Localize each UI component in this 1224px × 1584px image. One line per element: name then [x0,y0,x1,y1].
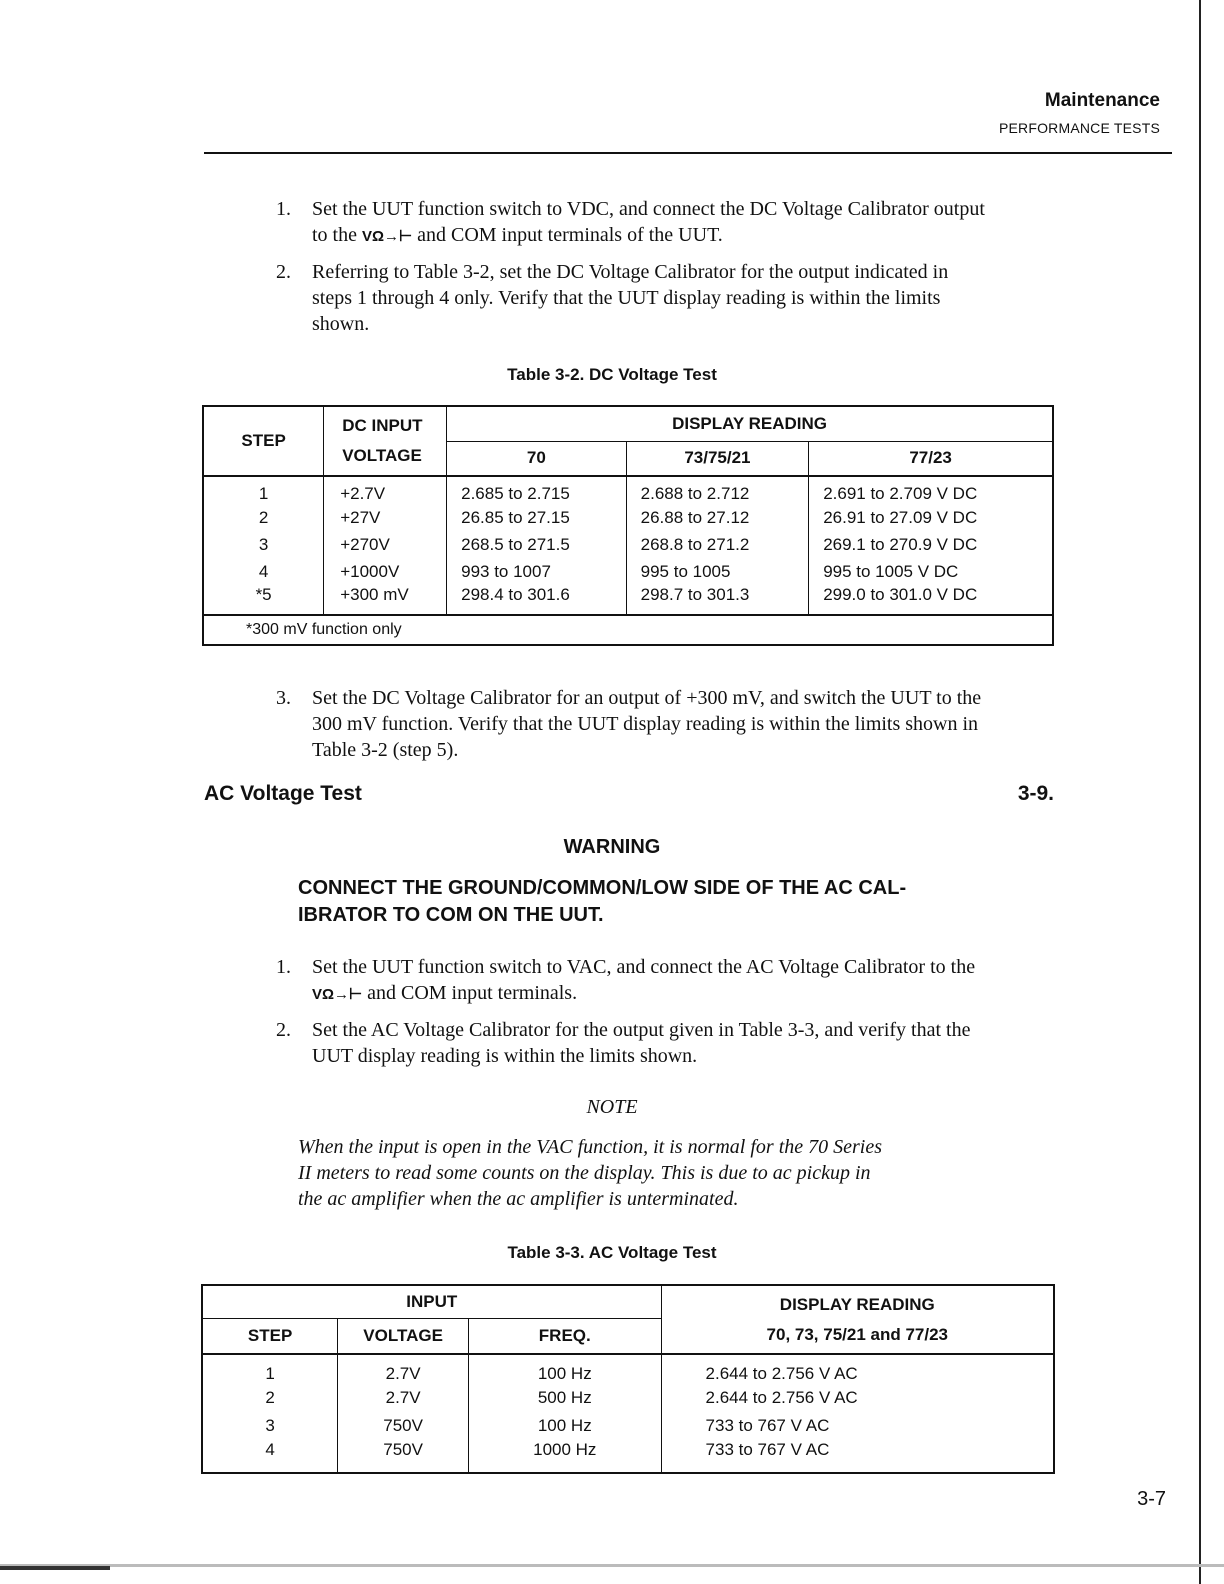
cell-reading-70: 298.4 to 301.6 [447,585,627,615]
ac-step-2 [276,1017,1066,1069]
cell-step: 3 [202,1412,338,1440]
step-text-fragment: and COM input terminals. [367,982,578,1004]
header-model-70: 70 [447,441,627,476]
table-row [203,476,1053,504]
cell-reading: 2.644 to 2.756 V AC [705,1364,858,1383]
step-number: 1. [276,198,291,220]
note-text [298,1134,1018,1212]
step-text-line: Referring to Table 3-2, set the DC Voltage Calibrator for the output indicated in [312,261,949,283]
running-header-subsection: PERFORMANCE TESTS [998,120,1160,136]
cell-reading-73: 268.8 to 271.2 [626,531,809,558]
cell-reading: 733 to 767 V AC [705,1416,830,1435]
table-row [203,585,1053,615]
table-row [202,1440,1054,1473]
note-line: the ac amplifier when the ac amplifier is unterminated. [298,1188,739,1210]
table-footnote: *300 mV function only [246,621,402,638]
step-text-line: Set the UUT function switch to VAC, and connect the AC Voltage Calibrator to the [312,956,976,978]
page-edge-line [1199,0,1201,1584]
dc-step-1 [276,196,1066,250]
scan-artifact-line [0,1564,1224,1567]
warning-line: IBRATOR TO COM ON THE UUT. [298,904,604,926]
step-text-line: UUT display reading is within the limits shown. [312,1045,698,1067]
header-model-77: 77/23 [809,441,1053,476]
cell-voltage: 750V [338,1412,469,1440]
dc-step-2 [276,259,1066,337]
table-row [203,504,1053,531]
table-row [203,558,1053,585]
step-number: 1. [276,956,291,978]
cell-reading-77: 2.691 to 2.709 V DC [823,484,978,503]
step-text-line: Set the AC Voltage Calibrator for the output given in Table 3-3, and verify that the [312,1019,971,1041]
terminal-symbol: VΩ→⊢ [312,986,363,1003]
step-text-line: steps 1 through 4 only. Verify that the UUT display reading is within the limits [312,287,941,309]
cell-reading-73: 298.7 to 301.3 [626,585,809,615]
section-number: 3-9. [1017,782,1054,805]
table-row [202,1412,1054,1440]
cell-step: *5 [203,585,324,615]
header-dc-input-line: VOLTAGE [342,446,422,465]
header-input: INPUT [202,1285,661,1318]
header-voltage: VOLTAGE [338,1318,469,1354]
note-title: NOTE [586,1096,638,1118]
header-step: STEP [203,406,324,476]
step-text-line [312,980,1066,1008]
cell-step: 2 [202,1384,338,1412]
step-number: 2. [276,261,291,283]
step-text-line: Set the DC Voltage Calibrator for an output of +300 mV, and switch the UUT to the [312,687,982,709]
header-dc-input-line: DC INPUT [342,416,423,435]
cell-reading: 2.644 to 2.756 V AC [705,1388,858,1407]
step-text-line: shown. [312,313,370,335]
step-text-fragment: and COM input terminals of the UUT. [417,224,723,246]
step-text-fragment: to the [312,224,357,246]
header-frequency: FREQ. [469,1318,662,1354]
cell-reading-73: 26.88 to 27.12 [626,504,809,531]
step-text-line [312,222,1066,250]
cell-step: 1 [203,476,324,504]
section-title: AC Voltage Test [204,782,362,805]
cell-voltage: 2.7V [338,1384,469,1412]
step-number: 2. [276,1019,291,1041]
warning-text [298,875,998,929]
cell-reading-77: 299.0 to 301.0 V DC [809,585,1053,615]
cell-reading: 733 to 767 V AC [705,1440,830,1459]
cell-reading-70: 993 to 1007 [447,558,627,585]
cell-voltage: 2.7V [338,1354,469,1384]
warning-line: CONNECT THE GROUND/COMMON/LOW SIDE OF THE AC CAL- [298,877,907,899]
step-text-line: 300 mV function. Verify that the UUT display reading is within the limits shown in [312,713,979,735]
cell-frequency: 100 Hz [469,1354,662,1384]
cell-step: 2 [203,504,324,531]
header-dc-input [324,406,447,476]
cell-frequency: 500 Hz [469,1384,662,1412]
cell-reading-77: 995 to 1005 V DC [823,561,959,581]
cell-input: +1000V [324,558,447,585]
cell-step: 4 [203,558,324,585]
cell-step: 1 [202,1354,338,1384]
running-header-section: Maintenance [1044,90,1160,111]
cell-input: +27V [324,504,447,531]
header-display-reading [661,1285,1054,1354]
step-text-line: Set the UUT function switch to VDC, and connect the DC Voltage Calibrator output [312,198,985,220]
cell-frequency: 1000 Hz [469,1440,662,1473]
header-rule [204,152,1172,154]
cell-step: 4 [202,1440,338,1473]
ac-step-1 [276,954,1066,1008]
table-3-3 [201,1284,1055,1474]
note-line: When the input is open in the VAC function, it is normal for the 70 Series [298,1136,883,1158]
cell-reading-77: 269.1 to 270.9 V DC [823,534,978,554]
header-step: STEP [202,1318,338,1354]
header-display-reading: DISPLAY READING [447,406,1053,441]
cell-input: +300 mV [324,585,447,615]
header-model-73: 73/75/21 [626,441,809,476]
table-row [202,1354,1054,1384]
cell-reading-73: 2.688 to 2.712 [626,476,809,504]
step-text-line: Table 3-2 (step 5). [312,739,459,761]
dc-step-3 [276,685,1066,763]
cell-reading-77: 26.91 to 27.09 V DC [823,507,978,527]
table-3-2-caption: Table 3-2. DC Voltage Test [507,365,717,384]
cell-frequency: 100 Hz [469,1412,662,1440]
warning-title: WARNING [563,836,661,858]
cell-reading-70: 2.685 to 2.715 [447,476,627,504]
scan-artifact-mark [0,1566,110,1570]
header-display-line: DISPLAY READING [779,1294,935,1314]
cell-voltage: 750V [338,1440,469,1473]
cell-input: +2.7V [324,476,447,504]
table-3-2 [202,405,1054,646]
table-3-3-caption: Table 3-3. AC Voltage Test [507,1243,717,1262]
cell-step: 3 [203,531,324,558]
header-display-line: 70, 73, 75/21 and 77/23 [766,1324,948,1344]
page-number: 3-7 [1137,1488,1166,1510]
table-row [203,531,1053,558]
cell-reading-70: 268.5 to 271.5 [447,531,627,558]
note-line: II meters to read some counts on the display. This is due to ac pickup in [298,1162,871,1184]
cell-reading-70: 26.85 to 27.15 [447,504,627,531]
cell-input: +270V [324,531,447,558]
terminal-symbol: VΩ→⊢ [362,228,413,245]
cell-reading-73: 995 to 1005 [626,558,809,585]
table-row [202,1384,1054,1412]
step-number: 3. [276,687,291,709]
